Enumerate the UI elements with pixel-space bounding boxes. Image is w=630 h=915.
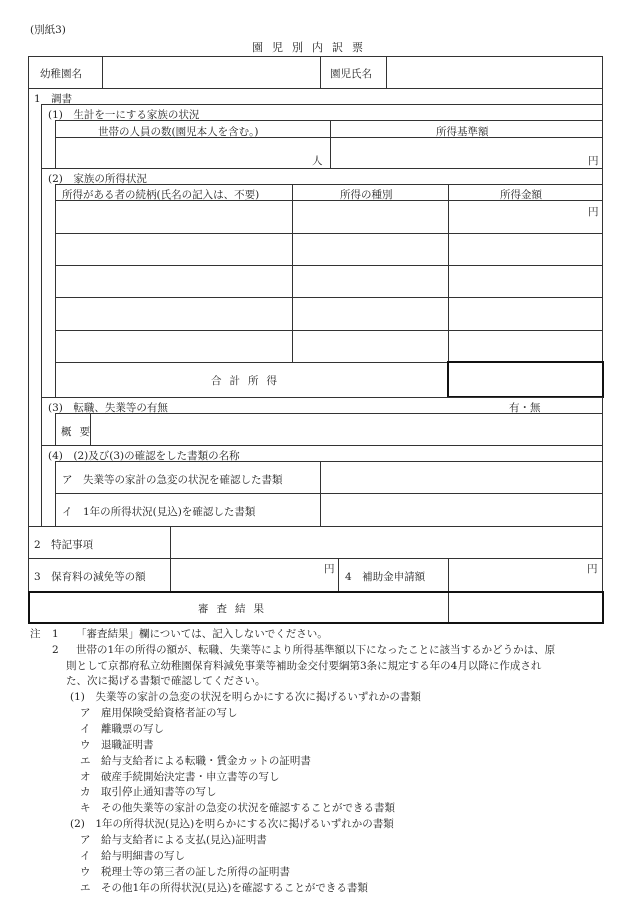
- list-item: ウ 税理士等の第三者の証した所得の証明書: [80, 866, 290, 878]
- list-item: ウ 退職証明書: [80, 739, 154, 751]
- note2-number: 2: [52, 644, 59, 656]
- group1-heading: (1) 失業等の家計の急変の状況を明らかにする次に掲げるいずれかの書類: [70, 691, 421, 703]
- q3-heading: (3) 転職、失業等の有無: [48, 402, 168, 414]
- unit-yen: 円: [587, 563, 598, 575]
- list-item: カ 取引停止通知書等の写し: [80, 786, 217, 798]
- relation-field-2[interactable]: [58, 235, 288, 263]
- list-item: ア 給与支給者による支払(見込)証明書: [80, 834, 267, 846]
- fee-reduction-field[interactable]: [173, 560, 335, 590]
- col-income-standard: 所得基準額: [436, 126, 489, 138]
- income-type-field-5[interactable]: [295, 332, 445, 360]
- income-amount-field-1[interactable]: [451, 214, 599, 231]
- section3-label: 3 保育料の減免等の額: [34, 571, 146, 583]
- kindergarten-name-field[interactable]: [105, 58, 317, 86]
- col-income-type: 所得の種別: [340, 189, 393, 201]
- section2-label: 2 特記事項: [34, 539, 94, 551]
- income-type-field-1[interactable]: [295, 202, 445, 231]
- income-amount-field-5[interactable]: [451, 332, 599, 360]
- q4-row-a-field[interactable]: [323, 463, 599, 491]
- yes-no-choice[interactable]: 有・無: [509, 402, 541, 414]
- q1-heading: (1) 生計を一にする家族の状況: [48, 109, 200, 121]
- section1-heading: 1 調書: [34, 93, 73, 105]
- group2-heading: (2) 1年の所得状況(見込)を明らかにする次に掲げるいずれかの書類: [70, 818, 394, 830]
- section4-label: 4 補助金申請額: [345, 571, 426, 583]
- list-item: ア 雇用保険受給資格者証の写し: [80, 707, 238, 719]
- note2-line3: た、次に掲げる書類で確認してください。: [66, 675, 266, 687]
- income-amount-field-4[interactable]: [451, 299, 599, 328]
- review-result-field[interactable]: [451, 594, 599, 621]
- income-standard-field[interactable]: [333, 139, 599, 166]
- list-item: イ 離職票の写し: [80, 723, 164, 735]
- list-item: エ 給与支給者による転職・賃金カットの証明書: [80, 755, 311, 767]
- note2-line1: 世帯の1年の所得の額が、転職、失業等により所得基準額以下になったことに該当するかどうかは、原: [76, 644, 556, 656]
- note2-line2: 則として京都府私立幼稚園保育料減免事業等補助金交付要綱第3条に規定する年の4月以降に作成され: [66, 660, 542, 672]
- total-income-label: 合計所得: [211, 375, 285, 387]
- income-amount-field-3[interactable]: [451, 267, 599, 295]
- subsidy-amount-field[interactable]: [451, 560, 599, 590]
- q4-row-a-label: ア 失業等の家計の急変の状況を確認した書類: [62, 474, 283, 486]
- income-type-field-3[interactable]: [295, 267, 445, 295]
- annex-label: (別紙3): [30, 24, 66, 36]
- income-type-field-4[interactable]: [295, 299, 445, 328]
- page-title: 園児別内訳票: [252, 41, 372, 54]
- list-item: エ その他1年の所得状況(見込)を確認することができる書類: [80, 882, 368, 894]
- note1-text: 「審査結果」欄については、記入しないでください。: [76, 628, 328, 640]
- summary-label: 概要: [61, 426, 98, 438]
- relation-field-5[interactable]: [58, 332, 288, 360]
- unit-yen: 円: [324, 563, 335, 575]
- relation-field-1[interactable]: [58, 202, 288, 231]
- child-name-label: 園児氏名: [330, 68, 372, 80]
- special-notes-field[interactable]: [173, 528, 599, 556]
- col-income-amount: 所得金額: [500, 189, 542, 201]
- q2-heading: (2) 家族の所得状況: [48, 173, 147, 185]
- list-item: イ 給与明細書の写し: [80, 850, 185, 862]
- child-name-field[interactable]: [389, 58, 599, 86]
- income-type-field-2[interactable]: [295, 235, 445, 263]
- relation-field-4[interactable]: [58, 299, 288, 328]
- q4-heading: (4) (2)及び(3)の確認をした書類の名称: [48, 450, 240, 462]
- q4-row-i-field[interactable]: [323, 495, 599, 524]
- review-result-label: 審査結果: [198, 603, 272, 615]
- col-relation: 所得がある者の続柄(氏名の記入は、不要): [62, 189, 260, 201]
- income-amount-field-2[interactable]: [451, 235, 599, 263]
- unit-yen: 円: [588, 155, 599, 167]
- col-household-members: 世帯の人員の数(園児本人を含む。): [98, 126, 259, 138]
- list-item: オ 破産手続開始決定書・申立書等の写し: [80, 771, 280, 783]
- relation-field-3[interactable]: [58, 267, 288, 295]
- kindergarten-name-label: 幼稚園名: [40, 68, 82, 80]
- total-income-field[interactable]: [447, 361, 604, 398]
- q4-row-i-label: イ 1年の所得状況(見込)を確認した書類: [62, 506, 256, 518]
- note-prefix: 注: [30, 628, 41, 640]
- household-members-field[interactable]: [58, 139, 326, 166]
- unit-person: 人: [312, 155, 323, 167]
- list-item: キ その他失業等の家計の急変の状況を確認することができる書類: [80, 802, 395, 814]
- note1-number: 1: [52, 628, 59, 640]
- unit-yen: 円: [588, 206, 599, 218]
- summary-field[interactable]: [93, 415, 599, 443]
